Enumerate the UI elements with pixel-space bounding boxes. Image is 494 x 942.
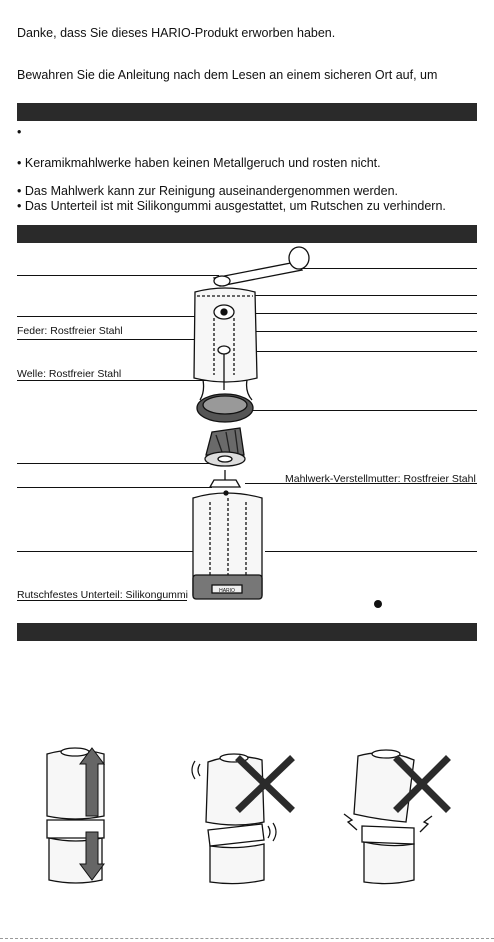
bullet-icon: • [17,184,22,198]
cone-burr-icon [205,428,245,466]
upper-body-icon [194,288,257,390]
feature-item: • Das Mahlwerk kann zur Reinigung auseinandergenommen werden. [17,184,399,198]
feature-item: • Das Unterteil ist mit Silikongummi ausgestattet, um Rutschen zu verhindern. [17,199,446,213]
feature-item [17,125,21,140]
usage-illustrations [0,740,494,890]
intro-thanks: Danke, dass Sie dieses HARIO-Produkt erworben haben. [17,26,336,40]
grinder-exploded-diagram [0,240,494,620]
label-adjust-nut: Mahlwerk-Verstellmutter: Rostfreier Stahl [285,473,476,485]
section-band-features [17,103,477,121]
label-spring: Feder: Rostfreier Stahl [17,325,123,337]
bullet-icon: • [17,199,22,213]
label-shaft: Welle: Rostfreier Stahl [17,368,122,380]
handle-icon [214,247,309,286]
bullet-dot-icon [374,600,382,608]
bullet-icon: • [17,156,22,170]
adjust-nut-icon [210,470,240,487]
intro-keep: Bewahren Sie die Anleitung nach dem Lesen an einem sicheren Ort auf, um [17,68,438,82]
feature-item: • Keramikmahlwerke haben keinen Metallgeruch und rosten nicht. [17,156,381,170]
burr-ring-icon [197,380,253,422]
label-base: Rutschfestes Unterteil: Silikongummi [17,589,188,601]
label-plate-text: HARIO [219,588,235,594]
page-edge [0,938,494,939]
bullet-icon: • [17,125,22,139]
lower-body-icon [193,491,262,599]
section-band-usage [17,623,477,641]
